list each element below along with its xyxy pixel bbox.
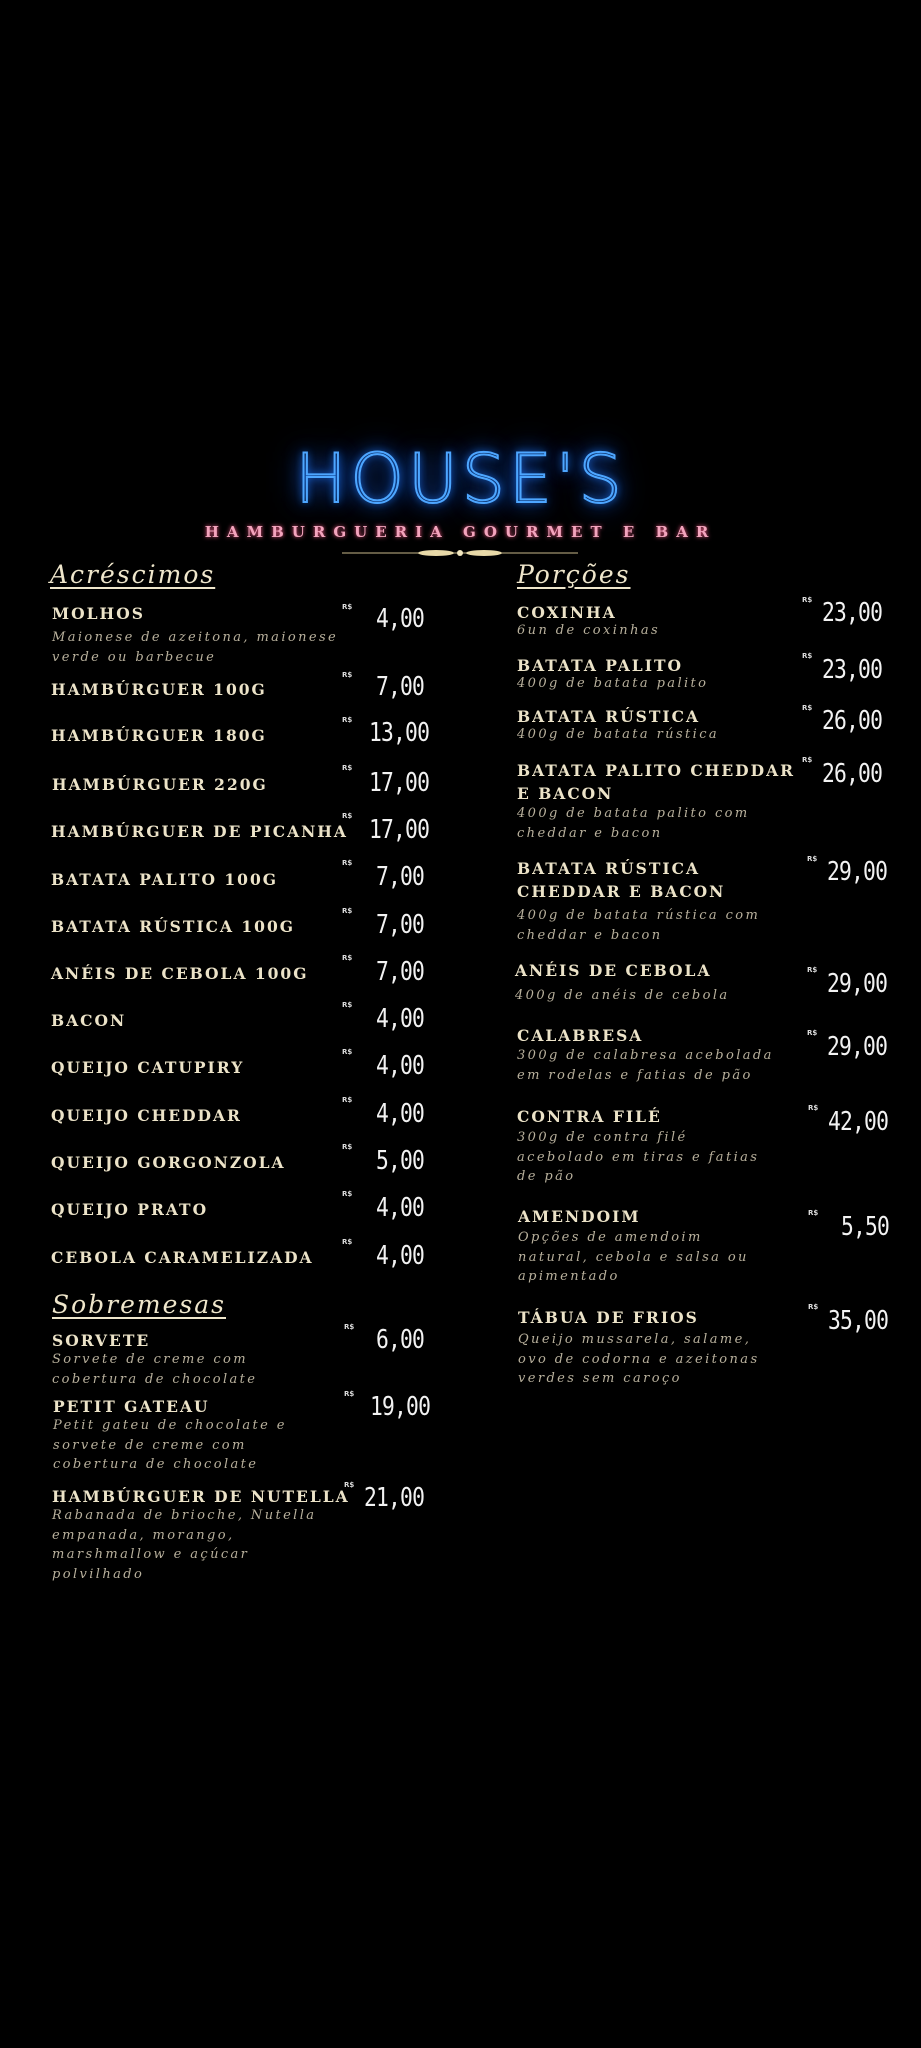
item-desc: 400g de batata rústica com cheddar e bacon xyxy=(517,908,761,943)
currency-symbol: R$ xyxy=(808,1209,819,1217)
item-price: 4,00 xyxy=(376,1193,425,1223)
item-price: 17,00 xyxy=(369,768,430,798)
currency-symbol: R$ xyxy=(342,764,353,772)
currency-symbol: R$ xyxy=(802,652,813,660)
currency-symbol: R$ xyxy=(802,756,813,764)
item-desc: 400g de batata palito com cheddar e bacon xyxy=(517,806,750,841)
currency-symbol: R$ xyxy=(802,596,813,604)
item-price: 29,00 xyxy=(827,969,888,999)
item-price: 5,00 xyxy=(376,1146,425,1176)
item-name: QUEIJO CHEDDAR xyxy=(51,1106,242,1125)
subtitle: HAMBURGUERIA GOURMET E BAR xyxy=(204,523,717,541)
currency-symbol: R$ xyxy=(342,603,353,611)
item-desc: 6un de coxinhas xyxy=(517,623,661,638)
item-name: COXINHA xyxy=(517,603,617,622)
item-name: AMENDOIM xyxy=(518,1207,641,1226)
item-price: 42,00 xyxy=(828,1107,889,1137)
item-price: 4,00 xyxy=(376,604,425,634)
item-name: BATATA PALITO 100G xyxy=(51,870,278,889)
currency-symbol: R$ xyxy=(344,1390,355,1398)
item-price: 4,00 xyxy=(376,1051,425,1081)
item-desc: Rabanada de brioche, Nutella empanada, morango, marshmallow e açúcar polvilhado xyxy=(52,1508,317,1582)
currency-symbol: R$ xyxy=(342,1238,353,1246)
item-name: BATATA PALITO CHEDDAR E BACON xyxy=(517,761,795,803)
currency-symbol: R$ xyxy=(342,1048,353,1056)
item-desc: Queijo mussarela, salame, ovo de codorna e azeitonas verdes sem caroço xyxy=(518,1332,760,1386)
item-name: QUEIJO GORGONZOLA xyxy=(51,1153,286,1172)
currency-symbol: R$ xyxy=(344,1323,355,1331)
currency-symbol: R$ xyxy=(807,855,818,863)
item-name: CEBOLA CARAMELIZADA xyxy=(51,1248,314,1267)
item-desc: Maionese de azeitona, maionese verde ou barbecue xyxy=(52,630,339,665)
section-title-porcoes: Porções xyxy=(517,560,631,589)
currency-symbol: R$ xyxy=(342,907,353,915)
item-name: HAMBÚRGUER DE NUTELLA xyxy=(52,1487,350,1506)
item-price: 6,00 xyxy=(376,1325,425,1355)
currency-symbol: R$ xyxy=(342,812,353,820)
item-price: 26,00 xyxy=(822,759,883,789)
item-name: QUEIJO CATUPIRY xyxy=(51,1058,245,1077)
currency-symbol: R$ xyxy=(342,954,353,962)
currency-symbol: R$ xyxy=(808,1303,819,1311)
item-price: 4,00 xyxy=(376,1004,425,1034)
item-name: MOLHOS xyxy=(52,604,145,623)
logo: HOUSE'S xyxy=(295,440,626,519)
item-price: 23,00 xyxy=(822,655,883,685)
item-name: CALABRESA xyxy=(517,1026,644,1045)
item-price: 7,00 xyxy=(376,910,425,940)
item-price: 7,00 xyxy=(376,862,425,892)
section-title-sobremesas: Sobremesas xyxy=(52,1290,226,1319)
currency-symbol: R$ xyxy=(802,704,813,712)
item-price: 13,00 xyxy=(369,718,430,748)
item-desc: 400g de batata palito xyxy=(517,676,709,691)
currency-symbol: R$ xyxy=(342,716,353,724)
item-desc: 400g de batata rústica xyxy=(517,727,720,742)
item-desc: 300g de contra filé acebolado em tiras e fatias de pão xyxy=(517,1130,760,1184)
item-price: 29,00 xyxy=(827,1032,888,1062)
item-desc: Sorvete de creme com cobertura de chocolate xyxy=(52,1352,258,1387)
item-name: HAMBÚRGUER DE PICANHA xyxy=(51,822,348,841)
item-name: ANÉIS DE CEBOLA 100G xyxy=(51,964,309,983)
item-price: 5,50 xyxy=(841,1212,890,1242)
item-name: TÁBUA DE FRIOS xyxy=(518,1308,699,1327)
item-price: 35,00 xyxy=(828,1306,889,1336)
item-name: QUEIJO PRATO xyxy=(51,1200,209,1219)
item-name: BATATA PALITO xyxy=(517,656,683,675)
item-name: BATATA RÚSTICA CHEDDAR E BACON xyxy=(517,859,726,901)
item-price: 4,00 xyxy=(376,1099,425,1129)
item-name: BACON xyxy=(51,1011,127,1030)
currency-symbol: R$ xyxy=(807,1029,818,1037)
item-price: 26,00 xyxy=(822,706,883,736)
item-name: BATATA RÚSTICA 100G xyxy=(51,917,295,936)
item-name: SORVETE xyxy=(52,1331,151,1350)
item-price: 21,00 xyxy=(364,1483,425,1513)
currency-symbol: R$ xyxy=(807,966,818,974)
ornament-divider xyxy=(342,546,578,560)
item-desc: Petit gateu de chocolate e sorvete de creme com cobertura de chocolate xyxy=(53,1418,287,1472)
item-desc: 300g de calabresa acebolada em rodelas e fatias de pão xyxy=(517,1048,774,1083)
item-price: 29,00 xyxy=(827,857,888,887)
currency-symbol: R$ xyxy=(342,1096,353,1104)
item-price: 7,00 xyxy=(376,672,425,702)
currency-symbol: R$ xyxy=(344,1481,355,1489)
item-name: HAMBÚRGUER 220G xyxy=(52,775,268,794)
currency-symbol: R$ xyxy=(342,1190,353,1198)
currency-symbol: R$ xyxy=(808,1104,819,1112)
item-name: HAMBÚRGUER 100G xyxy=(51,680,267,699)
item-name: BATATA RÚSTICA xyxy=(517,707,700,726)
item-price: 7,00 xyxy=(376,957,425,987)
item-desc: 400g de anéis de cebola xyxy=(515,988,730,1003)
item-name: PETIT GATEAU xyxy=(53,1397,210,1416)
item-price: 19,00 xyxy=(370,1392,431,1422)
currency-symbol: R$ xyxy=(342,1143,353,1151)
item-price: 17,00 xyxy=(369,815,430,845)
section-title-acrescimos: Acréscimos xyxy=(50,560,216,589)
item-name: ANÉIS DE CEBOLA xyxy=(515,961,712,980)
item-desc: Opções de amendoim natural, cebola e salsa ou apimentado xyxy=(518,1230,749,1284)
currency-symbol: R$ xyxy=(342,1001,353,1009)
currency-symbol: R$ xyxy=(342,859,353,867)
currency-symbol: R$ xyxy=(342,671,353,679)
item-name: HAMBÚRGUER 180G xyxy=(51,726,267,745)
item-name: CONTRA FILÉ xyxy=(517,1107,662,1126)
item-price: 4,00 xyxy=(376,1241,425,1271)
item-price: 23,00 xyxy=(822,598,883,628)
